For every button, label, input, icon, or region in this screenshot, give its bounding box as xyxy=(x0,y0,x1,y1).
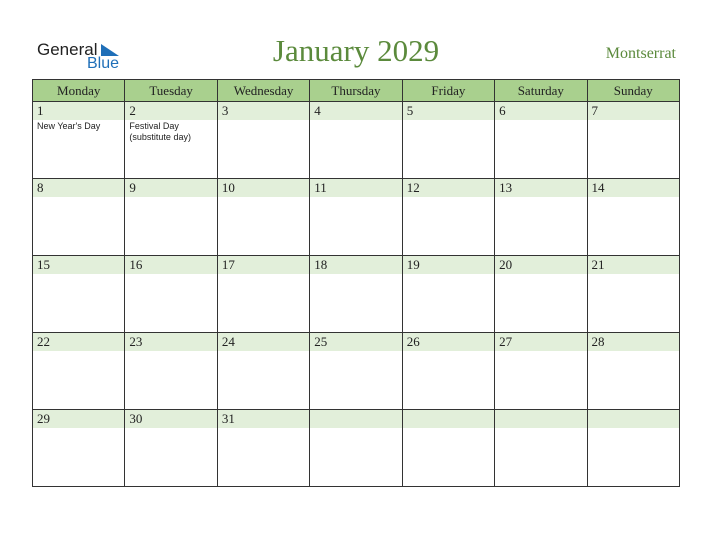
holiday-label: New Year's Day xyxy=(37,121,101,131)
day-number: 23 xyxy=(125,333,216,351)
holiday-label: Festival Day (substitute day) xyxy=(129,121,191,142)
weekday-header-row xyxy=(33,80,680,102)
weekday-header: Tuesday xyxy=(125,80,217,102)
day-number: 15 xyxy=(33,256,124,274)
day-number: 7 xyxy=(588,102,679,120)
weekday-header: Sunday xyxy=(587,80,679,102)
day-cell xyxy=(587,410,679,487)
day-number: 31 xyxy=(218,410,309,428)
day-number: 12 xyxy=(403,179,494,197)
day-number: 13 xyxy=(495,179,586,197)
day-number: 20 xyxy=(495,256,586,274)
weekday-header: Wednesday xyxy=(217,80,309,102)
day-number: 14 xyxy=(588,179,679,197)
day-cell xyxy=(217,102,309,179)
week-row xyxy=(33,102,680,179)
page-title: January 2029 xyxy=(272,33,440,68)
day-number: 26 xyxy=(403,333,494,351)
day-number: 24 xyxy=(218,333,309,351)
country-label: Montserrat xyxy=(605,45,676,62)
day-cell xyxy=(402,410,494,487)
day-number: 30 xyxy=(125,410,216,428)
day-cell xyxy=(217,179,309,256)
day-number xyxy=(588,410,679,428)
day-cell xyxy=(310,179,402,256)
day-cell xyxy=(125,256,217,333)
day-number: 2 xyxy=(125,102,216,120)
day-number xyxy=(495,410,586,428)
day-number: 10 xyxy=(218,179,309,197)
day-cell xyxy=(125,410,217,487)
day-number: 17 xyxy=(218,256,309,274)
week-row xyxy=(33,179,680,256)
day-cell xyxy=(587,179,679,256)
day-number: 18 xyxy=(310,256,401,274)
day-number: 16 xyxy=(125,256,216,274)
day-cell xyxy=(495,333,587,410)
day-number: 4 xyxy=(310,102,401,120)
day-cell xyxy=(310,410,402,487)
day-cell xyxy=(495,102,587,179)
day-cell xyxy=(495,256,587,333)
day-number xyxy=(403,410,494,428)
day-cell xyxy=(125,333,217,410)
weekday-header: Saturday xyxy=(495,80,587,102)
day-cell xyxy=(587,256,679,333)
weekday-header: Monday xyxy=(33,80,125,102)
day-number xyxy=(310,410,401,428)
logo-text-general: General xyxy=(37,40,98,59)
day-number: 29 xyxy=(33,410,124,428)
day-number: 3 xyxy=(218,102,309,120)
day-cell xyxy=(402,333,494,410)
day-cell xyxy=(587,102,679,179)
day-cell xyxy=(495,179,587,256)
day-cell xyxy=(33,333,125,410)
day-cell xyxy=(33,102,125,179)
day-number: 22 xyxy=(33,333,124,351)
day-cell xyxy=(495,410,587,487)
day-number: 21 xyxy=(588,256,679,274)
calendar-grid xyxy=(32,79,680,487)
day-number: 8 xyxy=(33,179,124,197)
day-cell xyxy=(33,256,125,333)
day-number: 11 xyxy=(310,179,401,197)
day-number: 6 xyxy=(495,102,586,120)
weekday-header: Thursday xyxy=(310,80,402,102)
day-cell xyxy=(402,102,494,179)
day-cell xyxy=(217,333,309,410)
week-row xyxy=(33,256,680,333)
week-row xyxy=(33,333,680,410)
day-number: 9 xyxy=(125,179,216,197)
day-cell xyxy=(125,179,217,256)
day-number: 28 xyxy=(588,333,679,351)
day-cell xyxy=(33,179,125,256)
day-cell xyxy=(217,410,309,487)
day-cell xyxy=(125,102,217,179)
day-cell xyxy=(33,410,125,487)
day-number: 5 xyxy=(403,102,494,120)
day-cell xyxy=(402,256,494,333)
week-row xyxy=(33,410,680,487)
day-cell xyxy=(310,333,402,410)
day-number: 27 xyxy=(495,333,586,351)
day-cell xyxy=(587,333,679,410)
weekday-header: Friday xyxy=(402,80,494,102)
day-cell xyxy=(310,256,402,333)
logo-text-blue: Blue xyxy=(87,55,120,72)
day-number: 1 xyxy=(33,102,124,120)
day-number: 19 xyxy=(403,256,494,274)
day-cell xyxy=(310,102,402,179)
day-cell xyxy=(402,179,494,256)
day-cell xyxy=(217,256,309,333)
day-number: 25 xyxy=(310,333,401,351)
